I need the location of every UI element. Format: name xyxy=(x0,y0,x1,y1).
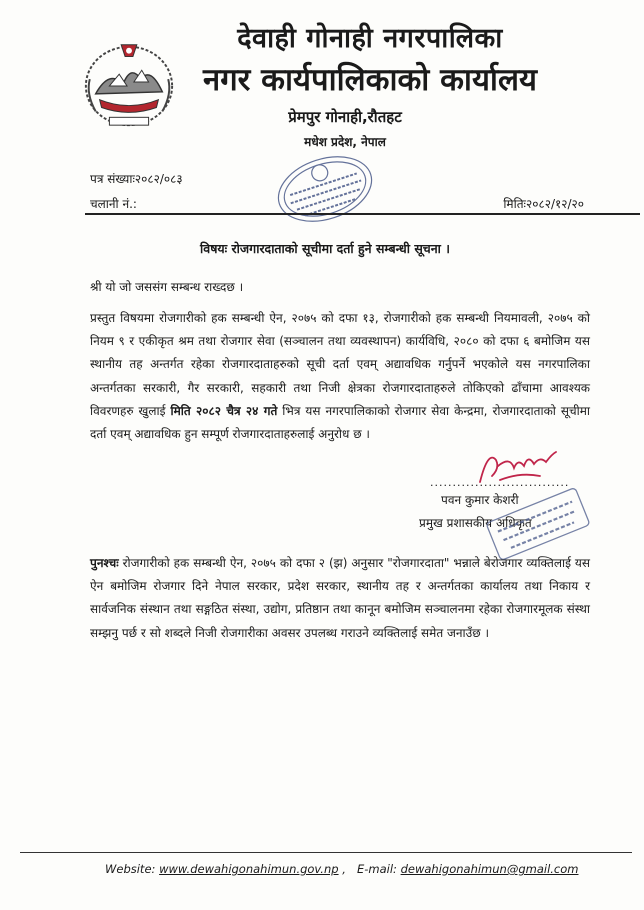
website-label: Website: xyxy=(105,862,156,876)
signatory-name: पवन कुमार केशरी xyxy=(441,493,519,507)
deadline-date: मिति २०८२ चैत्र २४ गते xyxy=(170,403,278,418)
postscript xyxy=(90,552,590,645)
province-address: मधेश प्रदेश, नेपाल xyxy=(304,135,386,149)
postscript-text: रोजगारीको हक सम्बन्धी ऐन, २०७५ को दफा २ (झ) अनुसार "रोजगारदाता" भन्नाले बेरोजगार व्यक्तिलाई यस ऐन बमोजिम रोजगार दिने नेपाल सरकार, प्रदेश सरकार, स्थानीय तह र अन्तर्गतका कार्यालय तथा निकाय र सार्वजनिक संस्थान तथा सङ्गठित संस्था, उद्योग, प्रतिष्ठान तथा कानून बमोजिम सञ्चालनमा रहेका रोजगारमूलक संस्था सम्झनु पर्छ र सो शब्दले निजी रोजगारीका अवसर उपलब्ध गराउने व्यक्तिलाई समेत जनाउँछ । xyxy=(90,556,590,640)
website-link[interactable]: www.dewahigonahimun.gov.np xyxy=(159,862,339,876)
dispatch-number: चलानी नं.: xyxy=(90,197,137,211)
letter-number: पत्र संख्याः२०८२/०८३ xyxy=(90,172,183,186)
letter-subject: विषयः रोजगारदाताको सूचीमा दर्ता हुने सम्बन्धी सूचना । xyxy=(200,241,450,256)
email-label: E-mail: xyxy=(357,862,397,876)
letter-date: मितिः२०८२/१२/२० xyxy=(503,197,584,211)
body-text-end: भित्र यस नगरपालिकाको रोजगार सेवा केन्द्रमा, रोजगारदाताको सूचीमा दर्ता एवम् अद्यावधिक हुन सम्पूर्ण रोजगारदाताहरुलाई अनुरोध छ । xyxy=(90,403,590,442)
letter-body xyxy=(90,307,590,446)
footer-website xyxy=(105,862,346,876)
footer-divider xyxy=(20,852,632,853)
nepal-emblem-icon xyxy=(80,34,178,134)
office-seal-stamp xyxy=(270,150,380,228)
postscript-label: पुनश्चः xyxy=(90,556,119,570)
signatory-title: प्रमुख प्रशासकीय अधिकृत xyxy=(419,516,532,530)
footer-email xyxy=(357,862,579,876)
signature-line: ............................... xyxy=(430,476,570,489)
header-divider xyxy=(85,213,640,215)
body-text-start: प्रस्तुत विषयमा रोजगारीको हक सम्बन्धी ऐन, २०७५ को दफा १३, रोजगारीको हक सम्बन्धी नियमावली, २०७५ को नियम ९ र एकीकृत श्रम तथा रोजगार सेवा (सञ्चालन तथा व्यवस्थापन) कार्यविधि, २०८० को दफा ६ बमोजिम यस स्थानीय तह अन्तर्गत रहेका रोजगारदाताहरुको सूची दर्ता एवम् अद्यावधिक गर्नुपर्ने भएकोले यस नगरपालिका अन्तर्गतका सरकारी, गैर सरकारी, सहकारी तथा निजी क्षेत्रका रोजगारदाताहरुले तोकिएको ढाँचामा आवश्यक विवरणहरु खुलाई xyxy=(90,311,590,418)
footer-separator: , xyxy=(338,862,346,876)
office-address: प्रेमपुर गोनाही,रौतहट xyxy=(288,108,402,126)
office-name: नगर कार्यपालिकाको कार्यालय xyxy=(203,62,537,98)
email-link[interactable]: dewahigonahimun@gmail.com xyxy=(400,862,579,876)
letter-greeting: श्री यो जो जससंग सम्बन्ध राख्दछ । xyxy=(90,280,244,294)
municipality-name: देवाही गोनाही नगरपालिका xyxy=(237,23,503,54)
